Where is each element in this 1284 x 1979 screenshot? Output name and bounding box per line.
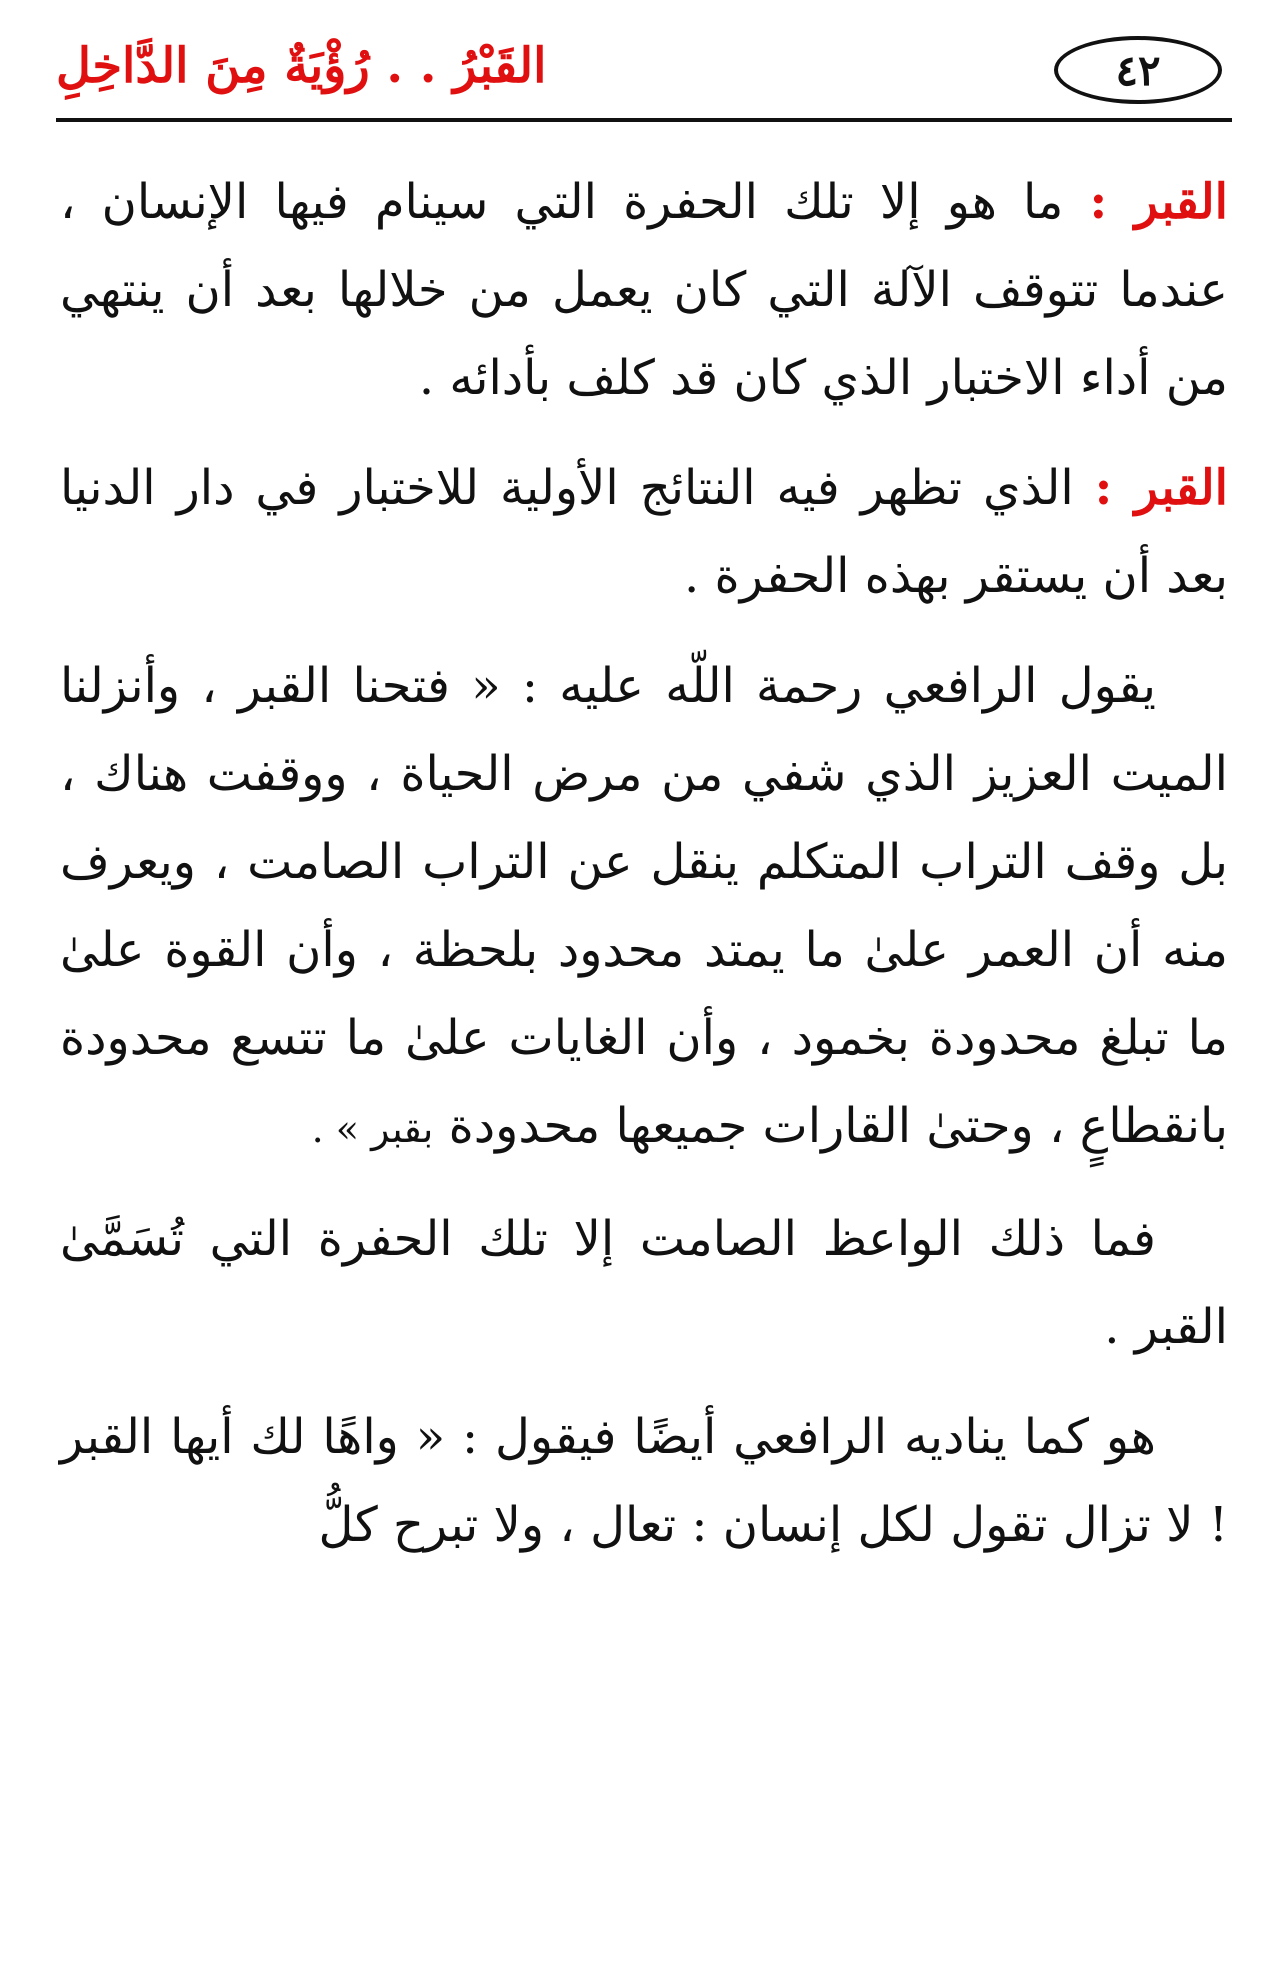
paragraph-2-term: القبر : — [1094, 460, 1228, 516]
paragraph-3-text: يقول الرافعي رحمة اللّه عليه : « فتحنا القبر ، وأنزلنا الميت العزيز الذي شفي من مرض الحياة ، ووقفت هناك ، بل وقف التراب المتكلم ينقل عن التراب الصامت ، ويعرف منه أن العمر علىٰ ما يمتد محدود بلحظة ، وأن القوة علىٰ ما تبلغ محدودة بخمود ، وأن الغايات علىٰ ما تتسع محدودة بانقطاعٍ ، وحتىٰ القارات جميعها محدودة — [60, 658, 1228, 1154]
paragraph-1 — [60, 158, 1228, 422]
paragraph-1-term: القبر : — [1089, 174, 1229, 230]
paragraph-2-text: الذي تظهر فيه النتائج الأولية للاختبار في دار الدنيا بعد أن يستقر بهذه الحفرة . — [60, 460, 1228, 604]
paragraph-1-text: ما هو إلا تلك الحفرة التي سينام فيها الإنسان ، عندما تتوقف الآلة التي كان يعمل من خلالها بعد أن ينتهي من أداء الاختبار الذي كان قد كلف بأدائه . — [60, 174, 1228, 406]
paragraph-3-quote — [60, 642, 1228, 1173]
paragraph-2 — [60, 444, 1228, 620]
paragraph-4-text: فما ذلك الواعظ الصامت إلا تلك الحفرة التي تُسَمَّىٰ القبر . — [60, 1211, 1228, 1355]
paragraph-4 — [60, 1195, 1228, 1371]
header-divider — [56, 118, 1232, 122]
page-number-badge: ٤٢ — [1054, 36, 1222, 104]
paragraph-5-text: هو كما يناديه الرافعي أيضًا فيقول : « واهًا لك أيها القبر ! لا تزال تقول لكل إنسان : تعال ، ولا تبرح كلُّ — [60, 1409, 1228, 1553]
page-body — [60, 158, 1228, 1591]
running-title: القَبْرُ . . رُؤْيَةٌ مِنَ الدَّاخِلِ — [56, 38, 547, 94]
paragraph-3-tail: بقبر » . — [311, 1107, 434, 1151]
paragraph-5 — [60, 1393, 1228, 1569]
page-header — [56, 30, 1232, 130]
